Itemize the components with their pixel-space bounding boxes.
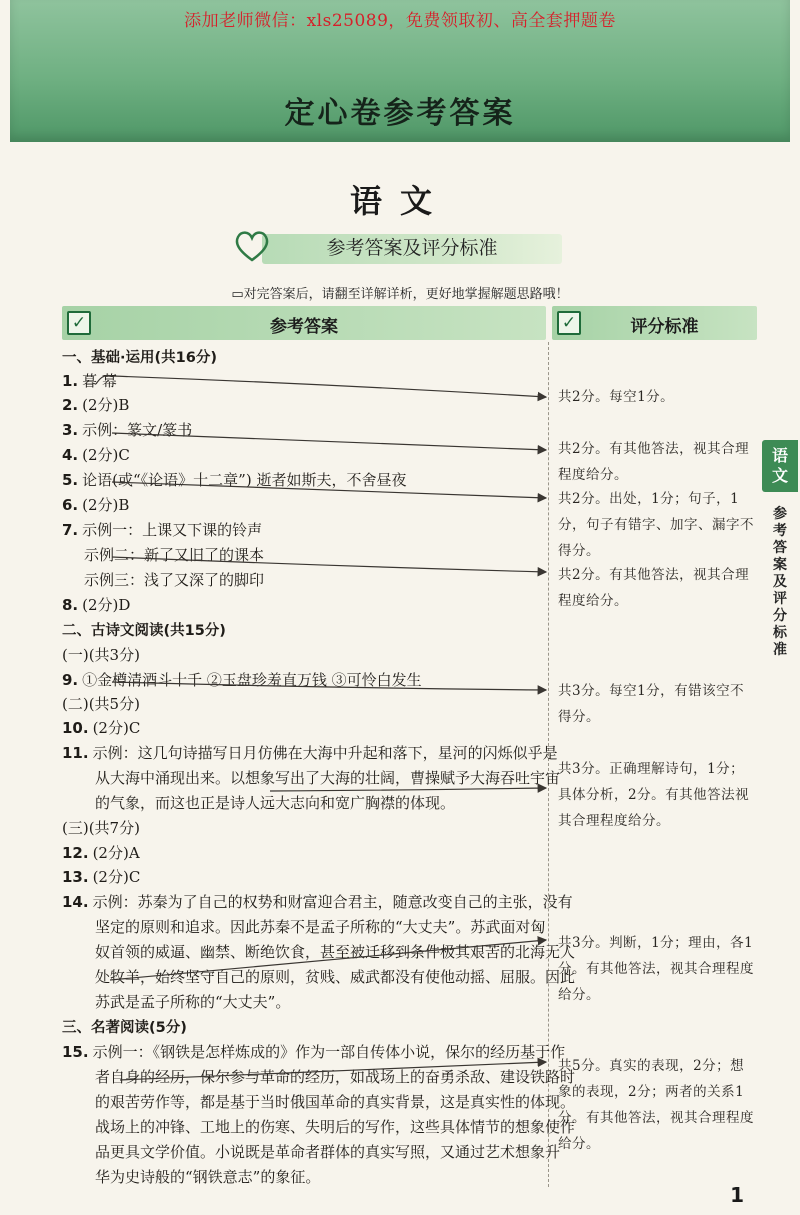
answer-line: (二)(共5分)	[62, 695, 140, 713]
answer-line: 8. (2分)D	[62, 596, 131, 614]
answer-line: 14. 示例：苏秦为了自己的权势和财富迎合君主，随意改变自己的主张，没有	[62, 893, 573, 911]
answer-line: 华为史诗般的“钢铁意志”的象征。	[95, 1168, 321, 1186]
answer-line: 示例二：新了又旧了的课本	[84, 546, 265, 564]
answer-line: 品更具文学价值。小说既是革命者群体的真实写照，又通过艺术想象升	[95, 1143, 561, 1161]
side-tab-subject: 语文	[771, 446, 788, 485]
answer-line: 示例三：浅了又深了的脚印	[84, 571, 265, 589]
answer-line: 二、古诗文阅读(共15分)	[62, 623, 226, 639]
arrow-line	[112, 433, 546, 450]
scoring-note: 共3分。判断，1分；理由，各1分。有其他答法，视其合理程度给分。	[558, 935, 754, 1003]
answer-line: 15. 示例一：《钢铁是怎样炼成的》作为一部自传体小说，保尔的经历基于作	[62, 1043, 566, 1061]
answer-line: 12. (2分)A	[62, 844, 140, 862]
scoring-note: 共5分。真实的表现，2分；想象的表现，2分；两者的关系1分。有其他答法，视其合理程度给分。	[558, 1058, 754, 1152]
checkbox-icon: ✓	[557, 311, 581, 335]
answer-line: (一)(共3分)	[62, 646, 140, 664]
answer-line: 处牧羊，始终坚守自己的原则，贫贱、威武都没有使他动摇、屈服。因此	[95, 968, 576, 986]
arrow-line	[270, 788, 546, 791]
watermark: 添加老师微信：xls25089，免费领取初、高全套押题卷	[184, 11, 616, 31]
answer-line: 9. ①金樽清酒斗十千 ②玉盘珍羞直万钱 ③可怜白发生	[62, 671, 422, 689]
section-title-text: 参考答案及评分标准	[326, 237, 498, 259]
arrow-line	[112, 482, 546, 498]
arrow-line	[120, 1062, 546, 1080]
answer-line: 1. 暮 幕	[62, 372, 117, 390]
answer-line: 者自身的经历，保尔参与革命的经历，如战场上的奋勇杀敌、建设铁路时	[95, 1068, 576, 1086]
checkbox-icon: ✓	[67, 311, 91, 335]
answer-line: 10. (2分)C	[62, 719, 141, 737]
banner-title: 定心卷参考答案	[284, 96, 516, 131]
scoring-note: 共2分。出处，1分；句子，1分，句子有错字、加字、漏字不得分。	[558, 491, 754, 559]
scoring-note: 共2分。每空1分。	[558, 389, 675, 405]
arrow-line	[110, 940, 546, 980]
answer-line: 奴首领的威逼、幽禁、断绝饮食，甚至被迁移到条件极其艰苦的北海无人	[95, 943, 576, 961]
subject-heading: 语文	[349, 182, 450, 220]
answer-line: 三、名著阅读(5分)	[62, 1020, 187, 1036]
arrow-line	[96, 375, 546, 397]
answer-line: 6. (2分)B	[62, 496, 130, 514]
scoring-note: 共3分。每空1分，有错该空不得分。	[558, 683, 745, 725]
side-tab-caption: 参考答案及评分标准	[773, 506, 787, 658]
answer-line: 5. 论语(或“《论语》十二章”) 逝者如斯夫，不舍昼夜	[62, 471, 407, 489]
answer-line: 苏武是孟子所称的“大丈夫”。	[95, 993, 291, 1011]
scoring-column-title: 评分标准	[630, 317, 699, 337]
answer-line: 的气象，而这也正是诗人远大志向和宽广胸襟的体现。	[95, 794, 456, 812]
arrow-line	[112, 682, 546, 690]
answers-column-title: 参考答案	[270, 317, 338, 337]
answer-line: 11. 示例：这几句诗描写日月仿佛在大海中升起和落下，星河的闪烁似乎是	[62, 744, 558, 762]
answer-line: 从大海中涌现出来。以想象写出了大海的壮阔，曹操赋予大海吞吐宇宙	[95, 769, 561, 787]
answer-line: 4. (2分)C	[62, 446, 130, 464]
page-number: 1	[730, 1183, 744, 1207]
tip-text: 对完答案后，请翻至详解详析，更好地掌握解题思路哦！	[243, 287, 569, 302]
answer-line: 一、基础·运用(共16分)	[62, 350, 217, 366]
scoring-note: 共3分。正确理解诗句，1分；具体分析，2分。有其他答法视其合理程度给分。	[558, 761, 750, 829]
scoring-note: 共2分。有其他答法，视其合理程度给分。	[558, 567, 750, 609]
answer-line: 坚定的原则和追求。因此苏秦不是孟子所称的“大丈夫”。苏武面对匈	[95, 918, 546, 936]
book-icon: ▭	[231, 287, 244, 302]
scoring-note: 共2分。有其他答法，视其合理程度给分。	[558, 441, 750, 483]
answer-line: (三)(共7分)	[62, 819, 140, 837]
answer-line: 的艰苦劳作等，都是基于当时俄国革命的真实背景，这是真实性的体现。	[95, 1093, 576, 1111]
answer-line: 3. 示例：篆文/篆书	[62, 421, 193, 439]
answer-line: 2. (2分)B	[62, 396, 130, 414]
answer-line: 7. 示例一：上课又下课的铃声	[62, 521, 263, 539]
answer-line: 战场上的冲锋、工地上的伤寒、失明后的写作，这些具体情节的想象使作	[95, 1118, 576, 1136]
answer-line: 13. (2分)C	[62, 868, 141, 886]
arrow-line	[112, 557, 546, 572]
